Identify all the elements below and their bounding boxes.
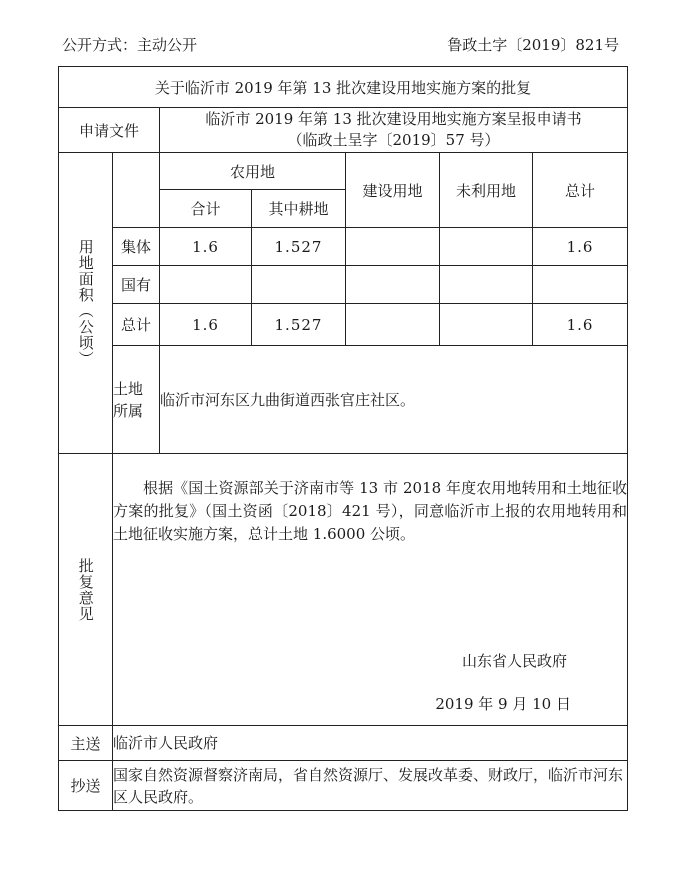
application-document xyxy=(160,108,628,153)
cell-total: 1.6 xyxy=(533,228,628,266)
cell-total: 1.6 xyxy=(533,304,628,346)
header-blank xyxy=(113,153,160,228)
cell-cultivated xyxy=(252,266,346,304)
opinion-text: 根据《国土资源部关于济南市等 13 市 2018 年度农用地转用和土地征收方案的批复》（国土资函〔2018〕421 号），同意临沂市上报的农用地转用和土地征收实施方案，总计土地 1.6000 公顷。 xyxy=(113,479,627,543)
cell-unused xyxy=(440,228,533,266)
document-title: 关于临沂市 2019 年第 13 批次建设用地实施方案的批复 xyxy=(59,67,628,108)
cell-cultivated: 1.527 xyxy=(252,304,346,346)
application-line-1: 临沂市 2019 年第 13 批次建设用地实施方案呈报申请书 xyxy=(205,110,582,128)
header-unused: 未利用地 xyxy=(440,153,533,228)
ownership-label-line-2: 所属 xyxy=(113,401,144,420)
cell-construction xyxy=(346,266,440,304)
table-row xyxy=(59,266,628,304)
application-line-2: （临政土呈字〔2019〕57 号） xyxy=(287,131,500,149)
cell-subtotal: 1.6 xyxy=(160,304,252,346)
cell-subtotal xyxy=(160,266,252,304)
main-recipient: 临沂市人民政府 xyxy=(113,726,628,761)
approval-table xyxy=(58,66,628,811)
table-row xyxy=(59,228,628,266)
land-area-label-cell xyxy=(59,153,113,454)
opinion-content xyxy=(113,454,628,726)
row-label: 集体 xyxy=(113,228,160,266)
document-number: 鲁政土字〔2019〕821号 xyxy=(447,36,619,54)
issuing-authority: 山东省人民政府 xyxy=(461,652,567,670)
ownership-label-line-1: 土地 xyxy=(113,379,144,398)
cell-total xyxy=(533,266,628,304)
copy-to: 国家自然资源督察济南局，省自然资源厅、发展改革委、财政厅，临沂市河东区人民政府。 xyxy=(113,761,628,811)
header-subtotal: 合计 xyxy=(160,190,252,228)
land-ownership: 临沂市河东区九曲街道西张官庄社区。 xyxy=(160,346,628,454)
ownership-label xyxy=(113,346,160,454)
header-construction: 建设用地 xyxy=(346,153,440,228)
opinion-label: 批复意见 xyxy=(76,557,95,622)
row-label: 国有 xyxy=(113,266,160,304)
header-agricultural: 农用地 xyxy=(160,153,346,190)
issue-date: 2019 年 9 月 10 日 xyxy=(435,695,571,713)
cell-cultivated: 1.527 xyxy=(252,228,346,266)
cell-construction xyxy=(346,228,440,266)
cell-construction xyxy=(346,304,440,346)
header-cultivated: 其中耕地 xyxy=(252,190,346,228)
row-label: 总计 xyxy=(113,304,160,346)
cell-subtotal: 1.6 xyxy=(160,228,252,266)
copy-to-label: 抄送 xyxy=(59,761,113,811)
main-recipient-label: 主送 xyxy=(59,726,113,761)
disclosure-method: 公开方式：主动公开 xyxy=(62,36,198,54)
cell-unused xyxy=(440,304,533,346)
opinion-label-cell xyxy=(59,454,113,726)
cell-unused xyxy=(440,266,533,304)
application-label: 申请文件 xyxy=(59,108,160,153)
header-total: 总计 xyxy=(533,153,628,228)
land-area-label: 用地面积（公顷） xyxy=(76,239,95,367)
table-row xyxy=(59,304,628,346)
